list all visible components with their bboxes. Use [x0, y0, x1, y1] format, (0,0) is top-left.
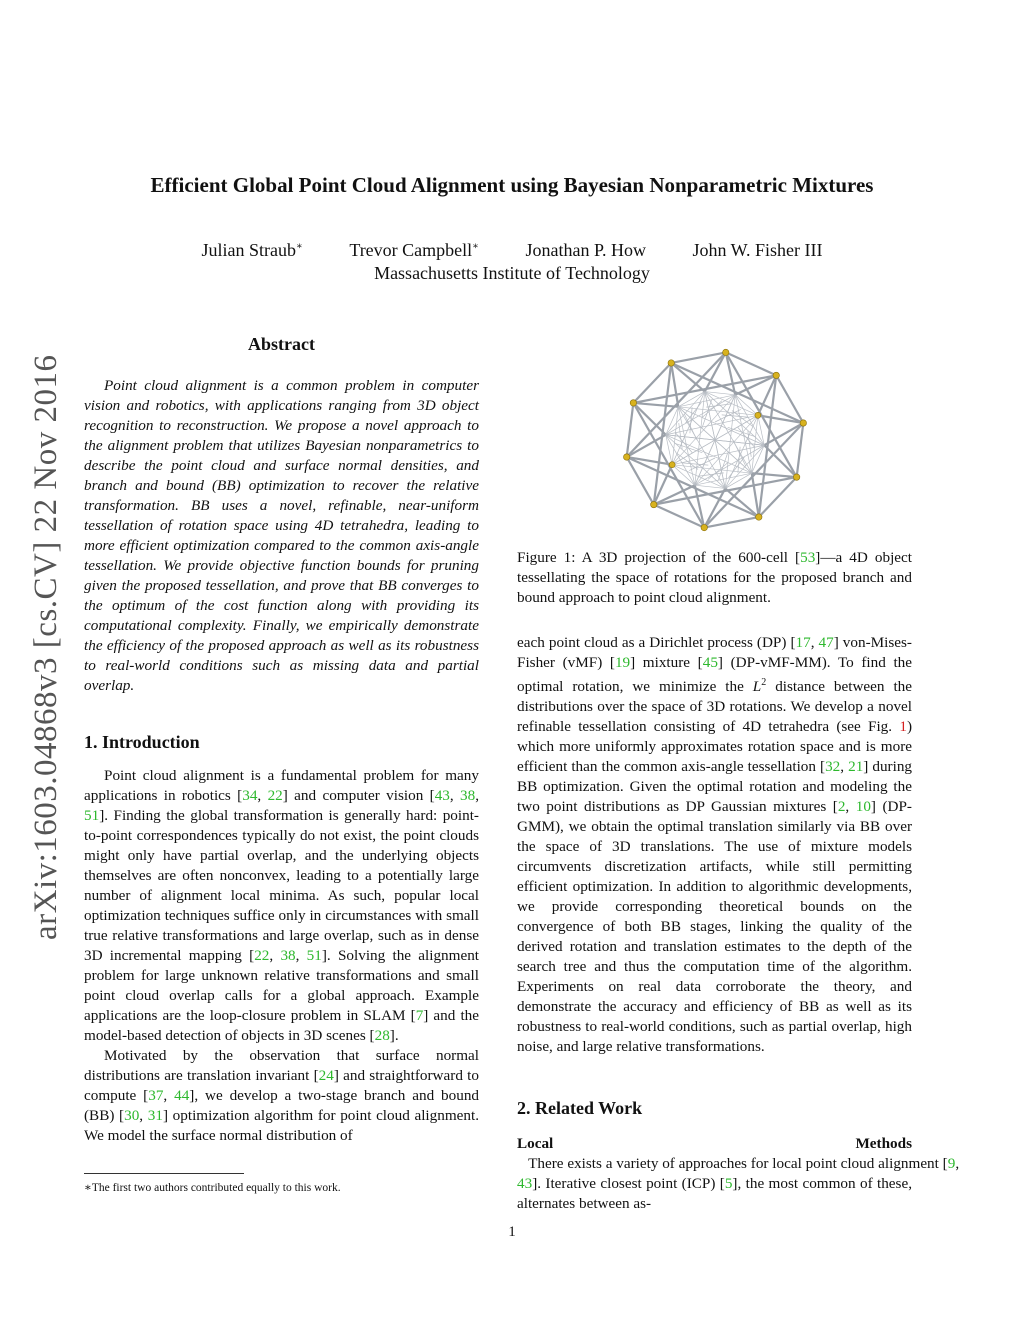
abstract-text: Point cloud alignment is a common problem in computer vision and robotics, with applications ranging from 3D object recognition to reconstruction. We propose a novel approach to the alignment problem that utilizes Bayesian nonparametrics to describe the point cloud and surface normal densities, and branch and bound (BB) optimization to recover the relative transformation. BB uses a novel, refinable, near-uniform tessellation of rotation space using 4D tetrahedra, leading to more efficient optimization compared to the common axis-angle tessellation. We provide objective function bounds for pruning given the proposed tessellation, and prove that BB converges to the optimum of the cost function along with providing its computational complexity. Finally, we empirically demonstrate the efficiency of the proposed approach as well as its robustness to real-world conditions such as missing data and partial overlap. [84, 377, 479, 694]
section-heading-related-work: 2. Related Work [517, 1098, 643, 1118]
citation-link[interactable]: 5 [724, 1175, 733, 1192]
author-block [0, 240, 1024, 284]
citation-link[interactable]: 9 [947, 1155, 956, 1172]
author-3: Jonathan P. How [525, 240, 646, 260]
citation-link[interactable]: 47 [818, 634, 834, 651]
citation-link[interactable]: 2 [837, 798, 846, 816]
right-paragraph: each point cloud as a Dirichlet process (DP) [17, 47] von-Mises-Fisher (vMF) [19] mixture [45] (DP-vMF-MM). To find the optimal rotation, we minimize the $L^2$ distance between the distributions over the space of 3D rotations. We develop a novel refinable tessellation consisting of 4D tetrahedra (see Fig. 1) which more uniformly approximates rotation space and is more efficient than the common axis-angle tessellation [32, 21] during BB optimization. Given the optimal rotation and modeling the two point distributions as DP Gaussian mixtures [2, 10] (DP-GMM), we obtain the optimal translation similarly via BB over the space of 3D translations. The use of mixture models circumvents discretization artifacts, while still permitting efficient optimization. In addition to algorithmic developments, we provide corresponding theoretical bounds on the convergence of both BB stages, linking the quality of the derived rotation and translation estimates to the depth of the search tree and thus the computation time of the algorithm. Experiments on real data corroborate the theory, and demonstrate the accuracy and efficiency of BB as well as its robustness to real-world conditions, such as partial overlap, high noise, and large relative transformations. [517, 634, 913, 1056]
citation-link[interactable]: 38 [280, 947, 296, 964]
citation-link[interactable]: 30 [124, 1107, 140, 1124]
section-heading-introduction: 1. Introduction [84, 732, 200, 752]
author-2: Trevor Campbell∗ [349, 240, 479, 260]
intro-body [84, 766, 479, 1146]
intro-paragraph-1: Point cloud alignment is a fundamental problem for many applications in robotics [34, 22] and computer vision [43, 38, 51]. Finding the global transformation is generally hard: point-to-point correspondences typically do not exist, the point clouds might only have partial overlap, and the underlying objects themselves are often nonconvex, leading to a potentially large number of alignment local minima. As such, popular local optimization techniques suffice only in circumstances with small true relative transformations and large overlap, such as in dense 3D incremental mapping [22, 38, 51]. Solving the alignment problem for large unknown relative transformations and small point cloud overlap calls for a global approach. Example applications are the loop-closure problem in SLAM [7] and the model-based detection of objects in 3D scenes [28]. [84, 767, 480, 1044]
citation-link[interactable]: 10 [855, 798, 871, 816]
citation-link[interactable]: 32 [825, 758, 841, 776]
citation-link[interactable]: 17 [795, 634, 811, 651]
citation-link[interactable]: 31 [147, 1107, 163, 1124]
citation-link[interactable]: 51 [306, 947, 322, 964]
citation-link[interactable]: 22 [267, 787, 283, 804]
page-number: 1 [508, 1224, 516, 1240]
citation-link[interactable]: 21 [848, 758, 864, 776]
citation-link[interactable]: 28 [374, 1027, 390, 1044]
citation-link[interactable]: 37 [148, 1087, 164, 1104]
figure-reference-link[interactable]: 1 [899, 718, 907, 736]
paper-title: Efficient Global Point Cloud Alignment using Bayesian Nonparametric Mixtures [150, 173, 874, 197]
intro-paragraph-2: Motivated by the observation that surface normal distributions are translation invariant [24] and straightforward to compute [37, 44], we develop a two-stage branch and bound (BB) [30, 31] optimization algorithm for point cloud alignment. We model the surface normal distribution of [84, 1047, 480, 1144]
citation-link[interactable]: 43 [517, 1175, 533, 1192]
citation-link[interactable]: 44 [174, 1087, 190, 1104]
citation-link[interactable]: 38 [460, 787, 476, 804]
right-column-body [517, 633, 912, 1057]
citation-link[interactable]: 19 [614, 654, 631, 671]
footnote: ∗The first two authors contributed equally to this work. [84, 1182, 341, 1194]
figure-caption: Figure 1: A 3D projection of the 600-cell [53]—a 4D object tessellating the space of rotations for the proposed branch and bound approach to point cloud alignment. [517, 549, 912, 606]
citation-link[interactable]: 34 [242, 787, 258, 804]
arxiv-identifier: arXiv:1603.04868v3 [cs.CV] 22 Nov 2016 [28, 354, 64, 940]
related-work-body: Local Methods There exists a variety of approaches for local point cloud alignment [9, 43]. Iterative closest point (ICP) [5], the most common of these, alternates between as- [517, 1135, 960, 1212]
abstract-heading: Abstract [248, 334, 315, 354]
figure-600-cell [600, 345, 830, 535]
citation-link[interactable]: 45 [702, 654, 718, 671]
footnote-rule [84, 1173, 244, 1174]
citation-link[interactable]: 7 [415, 1007, 424, 1024]
citation-link[interactable]: 53 [800, 549, 816, 566]
citation-link[interactable]: 22 [254, 947, 270, 964]
citation-link[interactable]: 43 [434, 787, 450, 804]
paragraph-lead: Local Methods [517, 1135, 912, 1152]
citation-link[interactable]: 51 [84, 807, 100, 824]
citation-link[interactable]: 24 [318, 1067, 334, 1084]
author-4: John W. Fisher III [692, 240, 823, 260]
author-1: Julian Straub∗ [201, 240, 303, 260]
institution: Massachusetts Institute of Technology [374, 263, 650, 283]
